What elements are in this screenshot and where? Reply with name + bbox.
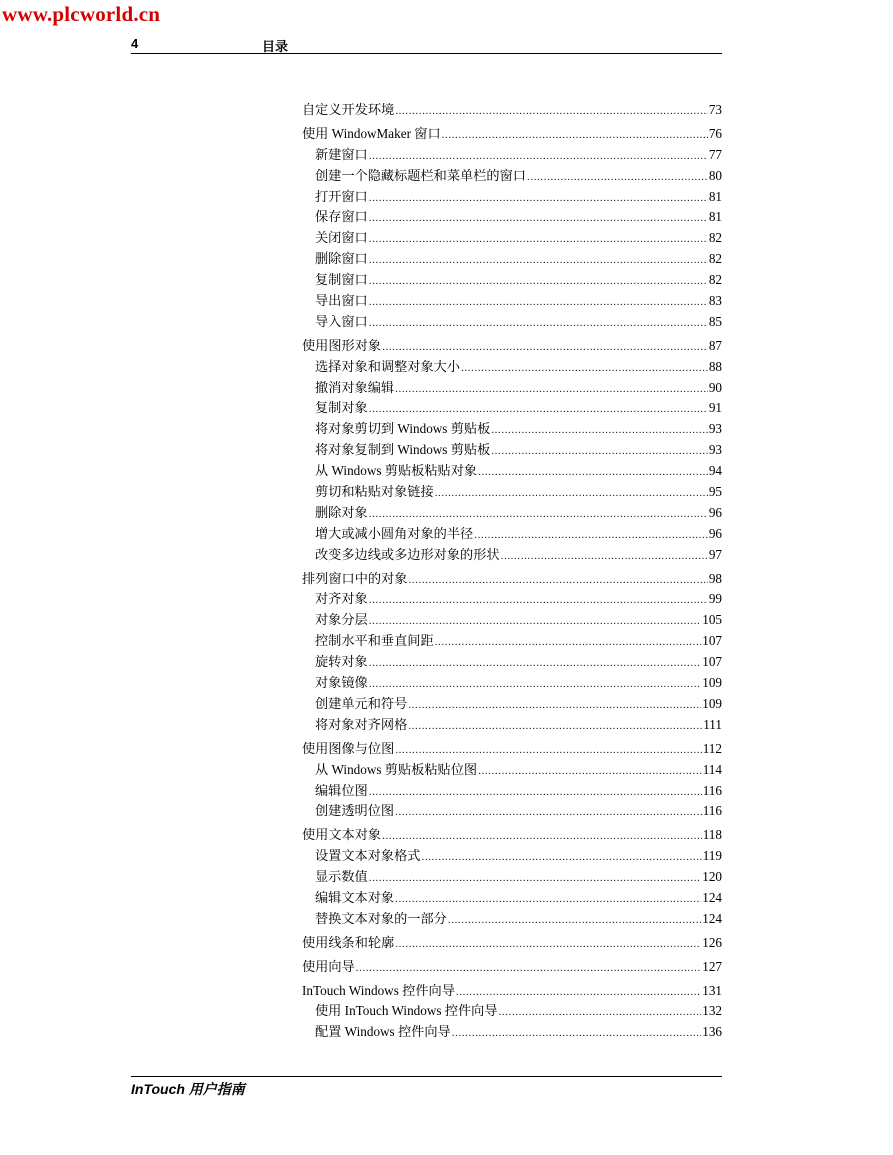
dot-leader (442, 125, 708, 145)
toc-subentry[interactable] (302, 461, 722, 482)
toc-subentry[interactable] (302, 166, 722, 187)
toc-entry-page: 85 (708, 313, 722, 329)
page-header (131, 35, 722, 54)
toc-entry-title: 剪切和粘贴对象链接 (315, 484, 434, 500)
toc-entry-title: 对齐对象 (315, 591, 368, 607)
toc-subentry[interactable] (302, 610, 722, 631)
toc-subentry[interactable] (302, 545, 722, 566)
toc-subentry[interactable] (302, 482, 722, 503)
toc-subentry[interactable] (302, 1022, 722, 1043)
toc-entry[interactable] (302, 933, 722, 954)
dot-leader (452, 1023, 701, 1043)
toc-subentry[interactable] (302, 207, 722, 228)
dot-leader (395, 802, 702, 822)
toc-subentry[interactable] (302, 270, 722, 291)
toc-entry-title: 关闭窗口 (315, 230, 368, 246)
dot-leader (369, 399, 708, 419)
toc-entry-page: 76 (708, 125, 722, 141)
toc-entry-page: 90 (708, 379, 722, 395)
watermark-text: www.plcworld.cn (2, 2, 161, 26)
toc-entry-title: 使用 WindowMaker 窗口 (302, 125, 441, 141)
toc-entry-page: 109 (702, 695, 722, 711)
toc-entry[interactable] (302, 100, 722, 121)
toc-entry-page: 116 (702, 803, 722, 819)
dot-leader (382, 337, 708, 357)
dot-leader (369, 146, 708, 166)
toc-subentry[interactable] (302, 398, 722, 419)
dot-leader (395, 889, 701, 909)
toc-entry-title: 设置文本对象格式 (315, 848, 421, 864)
toc-subentry[interactable] (302, 312, 722, 333)
toc-entry-page: 91 (708, 400, 722, 416)
toc-entry-title: 增大或减小圆角对象的半径 (315, 525, 474, 541)
toc-entry-page: 87 (708, 337, 722, 353)
dot-leader (382, 826, 702, 846)
toc-entry-page: 73 (708, 102, 722, 117)
toc-subentry[interactable] (302, 503, 722, 524)
dot-leader (461, 358, 708, 378)
toc-entry-page: 81 (708, 188, 722, 204)
toc-entry[interactable] (302, 981, 722, 1002)
toc-entry-title: 复制窗口 (315, 272, 368, 288)
toc-entry-page: 126 (702, 934, 722, 950)
toc-entry-page: 112 (702, 740, 722, 756)
toc-entry-title: 编辑位图 (315, 782, 368, 798)
toc-subentry[interactable] (302, 652, 722, 673)
toc-subentry[interactable] (302, 867, 722, 888)
toc-subentry[interactable] (302, 291, 722, 312)
toc-entry-title: 显示数值 (315, 869, 368, 885)
dot-leader (408, 716, 702, 736)
toc-entry-page: 99 (708, 591, 722, 607)
toc-entry-title: 使用文本对象 (302, 827, 382, 843)
toc-entry-title: 创建一个隐藏标题栏和菜单栏的窗口 (315, 167, 526, 183)
toc-entry[interactable] (302, 825, 722, 846)
dot-leader (501, 546, 708, 566)
toc-entry-title: 从 Windows 剪贴板粘贴对象 (315, 463, 478, 479)
toc-entry-page: 81 (708, 209, 722, 225)
toc-entry-page: 94 (708, 463, 722, 479)
toc-subentry[interactable] (302, 909, 722, 930)
toc-entry-title: 配置 Windows 控件向导 (315, 1024, 451, 1040)
toc-subentry[interactable] (302, 228, 722, 249)
dot-leader (369, 229, 708, 249)
toc-entry-page: 119 (702, 848, 722, 864)
toc-entry[interactable] (302, 569, 722, 590)
dot-leader (395, 379, 708, 399)
toc-subentry[interactable] (302, 145, 722, 166)
dot-leader (369, 782, 702, 802)
toc-entry-title: 将对象对齐网格 (315, 716, 408, 732)
toc-entry-title: 将对象复制到 Windows 剪贴板 (315, 442, 491, 458)
toc-subentry[interactable] (302, 524, 722, 545)
toc-entry-page: 88 (708, 358, 722, 374)
toc-entry-title: 创建透明位图 (315, 803, 395, 819)
toc-entry-page: 111 (703, 716, 722, 732)
dot-leader (478, 462, 708, 482)
toc-entry-page: 132 (702, 1003, 722, 1019)
dot-leader (369, 188, 708, 208)
dot-leader (435, 632, 702, 652)
toc-subentry[interactable] (302, 715, 722, 736)
dot-leader (448, 910, 701, 930)
toc-entry-page: 77 (708, 146, 722, 162)
toc-entry-page: 96 (708, 504, 722, 520)
toc-subentry[interactable] (302, 846, 722, 867)
toc-entry-title: 保存窗口 (315, 209, 368, 225)
toc-entry-page: 109 (702, 675, 722, 691)
toc-entry-page: 80 (708, 167, 722, 183)
toc-subentry[interactable] (302, 760, 722, 781)
toc-entry-title: 将对象剪切到 Windows 剪贴板 (315, 421, 491, 437)
toc-subentry[interactable] (302, 888, 722, 909)
dot-leader (491, 420, 708, 440)
toc-entry-title: 编辑文本对象 (315, 889, 395, 905)
toc-entry-page: 97 (708, 546, 722, 562)
toc-entry-title: 控制水平和垂直间距 (315, 633, 434, 649)
dot-leader (395, 101, 708, 121)
toc-entry[interactable] (302, 957, 722, 978)
toc-entry-title: 使用线条和轮廓 (302, 934, 395, 950)
toc-entry-page: 107 (702, 654, 722, 670)
dot-leader (369, 313, 708, 333)
toc-entry-title: 打开窗口 (315, 188, 368, 204)
section-title: 目录 (262, 39, 289, 54)
dot-leader (435, 483, 708, 503)
toc-entry-page: 114 (702, 761, 722, 777)
toc-entry-title: 对象镜像 (315, 675, 368, 691)
dot-leader (369, 868, 701, 888)
toc-entry-page: 124 (702, 910, 722, 926)
toc-entry-page: 124 (702, 889, 722, 905)
toc-subentry[interactable] (302, 694, 722, 715)
dot-leader (369, 208, 708, 228)
toc-entry-page: 96 (708, 525, 722, 541)
dot-leader (369, 250, 708, 270)
toc-entry-title: 使用向导 (302, 958, 355, 974)
toc-entry-title: 对象分层 (315, 612, 368, 628)
toc-subentry[interactable] (302, 378, 722, 399)
toc-subentry[interactable] (302, 187, 722, 208)
table-of-contents (302, 100, 722, 1043)
toc-entry-page: 83 (708, 293, 722, 309)
dot-leader (395, 934, 701, 954)
toc-entry[interactable] (302, 739, 722, 760)
toc-entry[interactable] (302, 124, 722, 145)
toc-entry-title: 创建单元和符号 (315, 695, 408, 711)
toc-entry-page: 131 (702, 982, 722, 998)
toc-entry-title: 自定义开发环境 (302, 102, 395, 117)
dot-leader (422, 847, 702, 867)
toc-entry-page: 136 (702, 1024, 722, 1040)
toc-entry-title: 新建窗口 (315, 146, 368, 162)
toc-entry-title: 旋转对象 (315, 654, 368, 670)
dot-leader (527, 167, 708, 187)
dot-leader (369, 611, 701, 631)
dot-leader (491, 441, 708, 461)
toc-entry-title: 替换文本对象的一部分 (315, 910, 447, 926)
toc-entry-title: 导出窗口 (315, 293, 368, 309)
toc-entry-page: 107 (702, 633, 722, 649)
toc-subentry[interactable] (302, 673, 722, 694)
toc-entry-title: 复制对象 (315, 400, 368, 416)
dot-leader (369, 653, 701, 673)
toc-entry-title: 删除窗口 (315, 251, 368, 267)
toc-entry-page: 93 (708, 442, 722, 458)
toc-entry[interactable] (302, 336, 722, 357)
toc-entry-title: 撤消对象编辑 (315, 379, 395, 395)
dot-leader (478, 761, 702, 781)
dot-leader (474, 525, 708, 545)
toc-subentry[interactable] (302, 249, 722, 270)
dot-leader (369, 292, 708, 312)
dot-leader (369, 504, 708, 524)
toc-entry-page: 118 (702, 827, 722, 843)
toc-subentry[interactable] (302, 631, 722, 652)
toc-subentry[interactable] (302, 357, 722, 378)
toc-entry-page: 120 (702, 869, 722, 885)
page-number: 4 (131, 36, 139, 51)
toc-entry-title: 删除对象 (315, 504, 368, 520)
toc-entry-title: 从 Windows 剪贴板粘贴位图 (315, 761, 478, 777)
toc-entry-page: 116 (702, 782, 722, 798)
dot-leader (409, 570, 708, 590)
toc-entry-page: 98 (708, 570, 722, 586)
toc-entry-title: 使用图像与位图 (302, 740, 395, 756)
toc-entry-title: 改变多边线或多边形对象的形状 (315, 546, 500, 562)
book-title: InTouch 用户指南 (131, 1081, 245, 1097)
dot-leader (369, 674, 701, 694)
dot-leader (395, 740, 701, 760)
toc-entry-page: 82 (708, 251, 722, 267)
toc-subentry[interactable] (302, 1001, 722, 1022)
toc-entry-title: 使用 InTouch Windows 控件向导 (315, 1003, 498, 1019)
toc-subentry[interactable] (302, 440, 722, 461)
toc-entry-page: 82 (708, 230, 722, 246)
toc-subentry[interactable] (302, 801, 722, 822)
toc-subentry[interactable] (302, 419, 722, 440)
toc-entry-page: 127 (702, 958, 722, 974)
toc-entry-page: 105 (702, 612, 722, 628)
toc-entry-page: 95 (708, 484, 722, 500)
toc-entry-page: 82 (708, 272, 722, 288)
dot-leader (356, 958, 701, 978)
toc-entry-title: 选择对象和调整对象大小 (315, 358, 461, 374)
toc-entry-title: InTouch Windows 控件向导 (302, 982, 455, 998)
toc-subentry[interactable] (302, 589, 722, 610)
dot-leader (408, 695, 701, 715)
toc-entry-title: 使用图形对象 (302, 337, 382, 353)
dot-leader (369, 271, 708, 291)
page-footer (131, 1076, 722, 1097)
toc-entry-title: 排列窗口中的对象 (302, 570, 408, 586)
dot-leader (456, 982, 701, 1002)
dot-leader (369, 590, 708, 610)
toc-entry-title: 导入窗口 (315, 313, 368, 329)
toc-subentry[interactable] (302, 781, 722, 802)
toc-entry-page: 93 (708, 421, 722, 437)
dot-leader (499, 1002, 702, 1022)
